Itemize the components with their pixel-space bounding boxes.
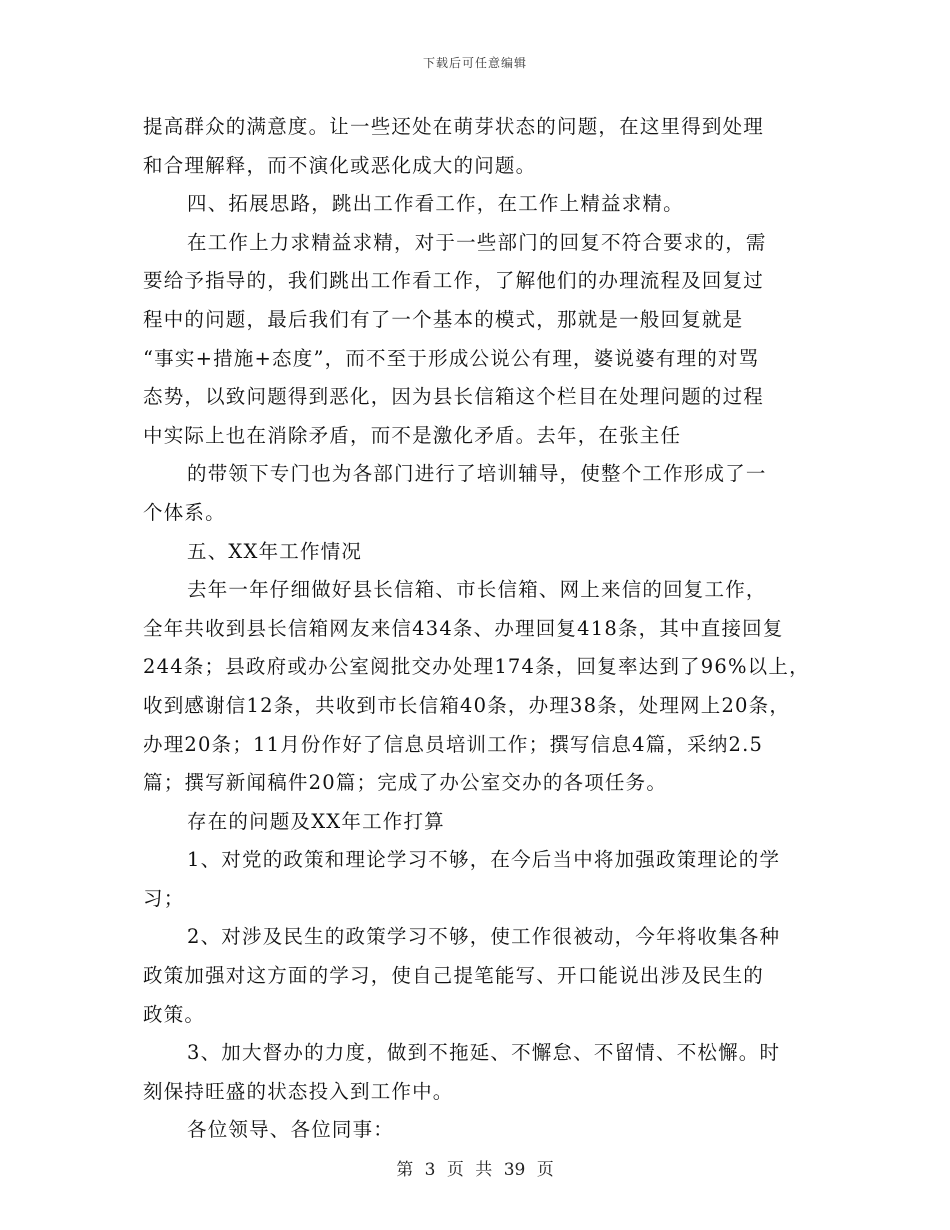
text-line: 办理20条；11月份作好了信息员培训工作；撰写信息4篇，采纳2.5 — [143, 732, 764, 756]
text-line: 2、对涉及民生的政策学习不够，使工作很被动，今年将收集各种 — [187, 925, 781, 949]
text-line: 各位领导、各位同事： — [187, 1118, 395, 1142]
text-line: 要给予指导的，我们跳出工作看工作，了解他们的办理流程及回复过 — [143, 269, 765, 293]
text-line: 和合理解释，而不演化或恶化成大的问题。 — [143, 153, 537, 177]
text-line: 的带领下专门也为各部门进行了培训辅导，使整个工作形成了一 — [187, 462, 767, 486]
text-line: 244条；县政府或办公室阅批交办处理174条，回复率达到了96%以上， — [143, 655, 810, 679]
text-line: 在工作上力求精益求精，对于一些部门的回复不符合要求的，需 — [187, 230, 767, 254]
text-line: 五、XX年工作情况 — [187, 539, 363, 563]
text-line: 3、加大督办的力度，做到不拖延、不懈怠、不留情、不松懈。时 — [187, 1041, 781, 1065]
text-line: 篇；撰写新闻稿件20篇；完成了办公室交办的各项任务。 — [143, 771, 668, 795]
text-line: “事实+措施+态度”，而不至于形成公说公有理，婆说婆有理的对骂 — [143, 346, 760, 370]
page-footer-number: 第 3 页 共 39 页 — [396, 1160, 554, 1180]
text-line: 态势，以致问题得到恶化，因为县长信箱这个栏目在处理问题的过程 — [143, 385, 765, 409]
text-line: 1、对党的政策和理论学习不够，在今后当中将加强政策理论的学 — [187, 848, 781, 872]
text-line: 存在的问题及XX年工作打算 — [187, 809, 445, 833]
text-line: 习； — [143, 886, 185, 910]
text-line: 收到感谢信12条，共收到市长信箱40条，办理38条，处理网上20条， — [143, 693, 791, 717]
page-header-note: 下载后可任意编辑 — [422, 56, 527, 70]
text-line: 去年一年仔细做好县长信箱、市长信箱、网上来信的回复工作， — [187, 578, 767, 602]
text-line: 刻保持旺盛的状态投入到工作中。 — [143, 1079, 454, 1103]
text-line: 提高群众的满意度。让一些还处在萌芽状态的问题，在这里得到处理 — [143, 115, 765, 138]
text-line: 中实际上也在消除矛盾，而不是激化矛盾。去年，在张主任 — [143, 423, 682, 447]
document-body — [143, 108, 823, 1150]
text-line: 政策加强对这方面的学习，使自己提笔能写、开口能说出涉及民生的 — [143, 964, 765, 988]
text-line: 政策。 — [143, 1002, 206, 1026]
text-line: 四、拓展思路，跳出工作看工作，在工作上精益求精。 — [187, 192, 684, 216]
text-line: 全年共收到县长信箱网友来信434条、办理回复418条，其中直接回复 — [143, 616, 784, 640]
text-line: 个体系。 — [143, 500, 226, 524]
text-line: 程中的问题，最后我们有了一个基本的模式，那就是一般回复就是 — [143, 307, 744, 331]
